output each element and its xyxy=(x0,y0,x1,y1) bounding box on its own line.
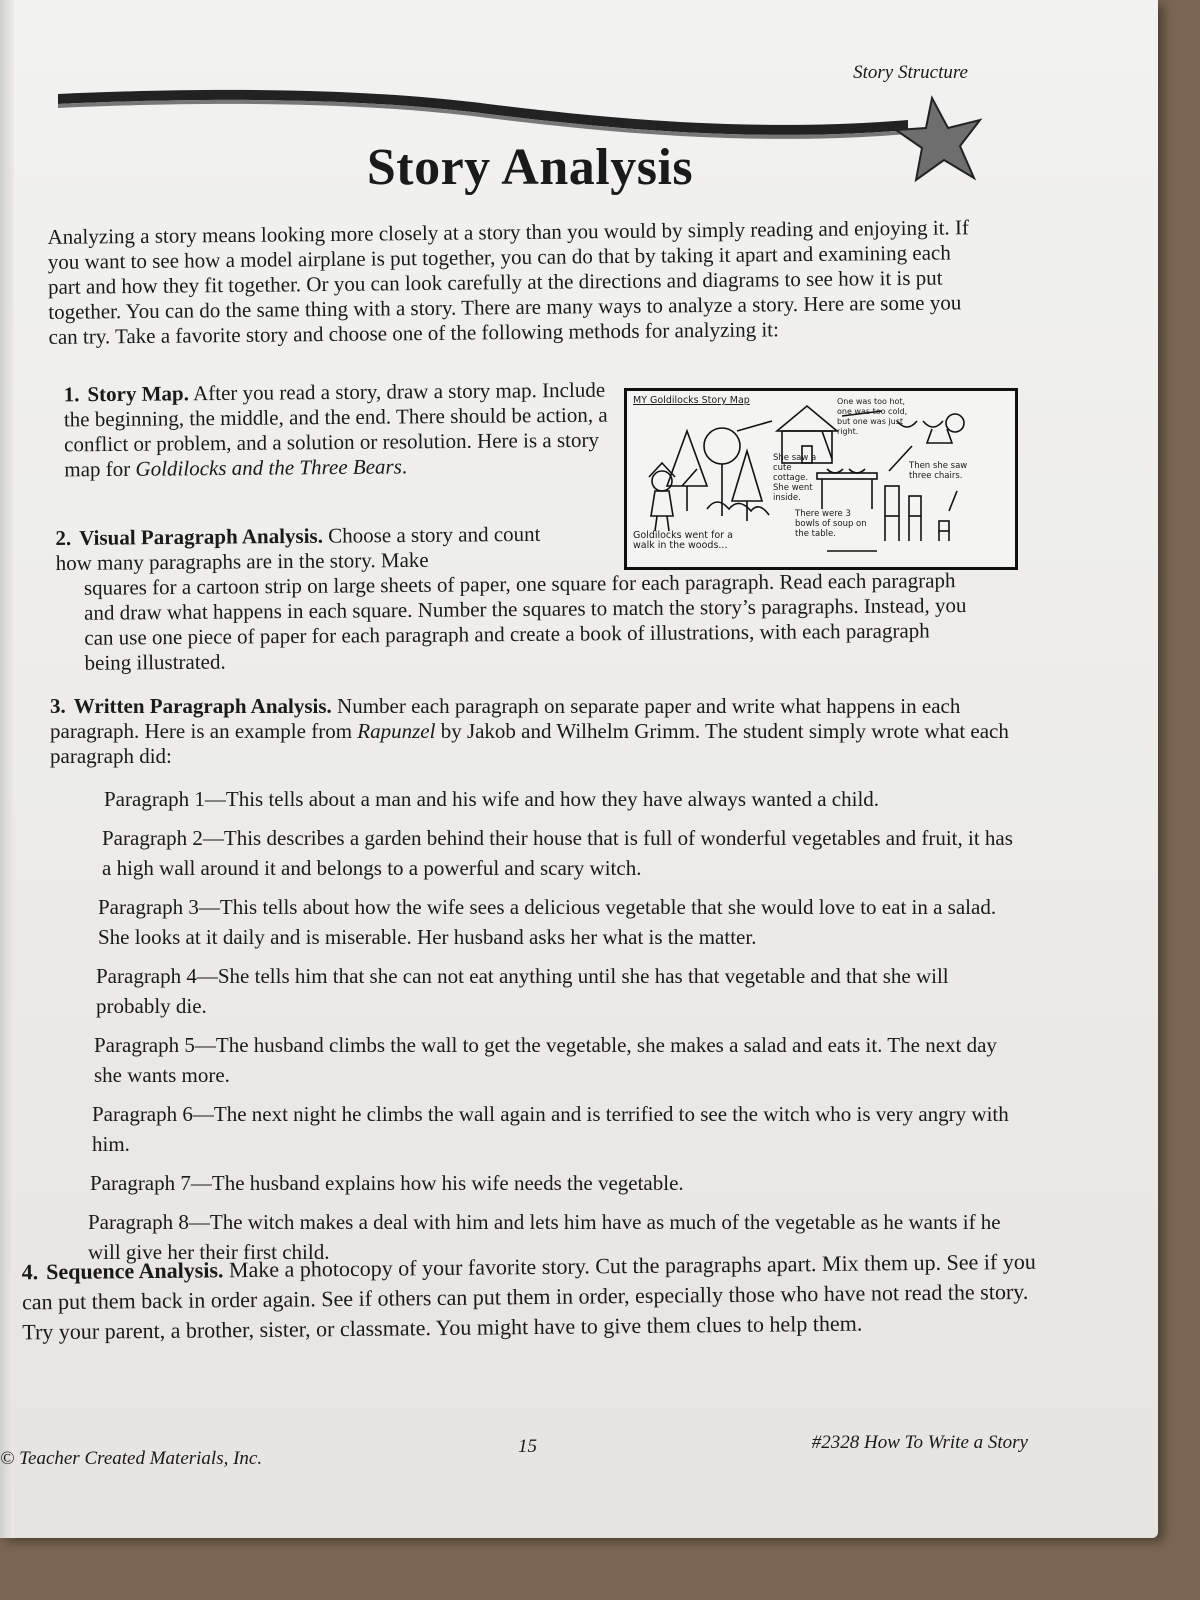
story-map-too-hot-label: One was too hot, one was too cold, but one was just right. xyxy=(837,397,908,436)
story-map-chairs-label: Then she saw three chairs. xyxy=(909,461,968,481)
paragraph-example: Paragraph 7—The husband explains how his wife needs the vegetable. xyxy=(90,1171,684,1195)
method-heading: Written Paragraph Analysis. xyxy=(73,694,332,718)
method-italic-title: Goldilocks and the Three Bears xyxy=(135,454,402,481)
intro-paragraph: Analyzing a story means looking more closely at a story than you would by simply reading and enjoying it. If you want to see how a model airplane is put together, you can do that by taking it apart and examining each part and how they fit together. Or you can look carefully at the directions and diagrams to see how it is put together. You can do the same thing with a story. There are many ways to analyze a story. Here are some you can try. Take a favorite story and choose one of the following methods for analyzing it: xyxy=(47,215,970,349)
method-text-a: Number each paragraph on separate paper and write what happens in each paragraph. Here is an example from xyxy=(50,694,961,743)
page-title: Story Analysis xyxy=(366,139,694,196)
method-lead-text: Choose a story and count how many paragraphs are in the story. Make xyxy=(55,521,541,576)
method-written-paragraph xyxy=(50,694,1035,769)
section-label: Story Structure xyxy=(853,62,968,83)
method-sequence-analysis xyxy=(22,1247,1053,1348)
method-number: 2. xyxy=(55,525,72,551)
method-heading: Sequence Analysis. xyxy=(46,1257,224,1285)
method-heading: Story Map. xyxy=(87,381,190,407)
method-text-b: by Jakob and Wilhelm Grimm. The student simply wrote what each paragraph did: xyxy=(50,719,1009,768)
footer-book-title: #2328 How To Write a Story xyxy=(811,1432,1028,1453)
paragraph-example: Paragraph 4—She tells him that she can not eat anything until she has that vegetable and that she will probably die. xyxy=(96,964,949,1018)
paragraph-example: Paragraph 1—This tells about a man and his wife and how they have always wanted a child. xyxy=(104,787,880,811)
story-map-cottage-label: She saw a cute cottage. She went inside. xyxy=(773,453,817,503)
method-story-map xyxy=(64,378,610,483)
method-italic-title: Rapunzel xyxy=(357,719,436,743)
paragraph-example: Paragraph 8—The witch makes a deal with him and lets him have as much of the vegetable as he wants if he will give her their first child. xyxy=(88,1210,1001,1264)
footer-page-number: 15 xyxy=(518,1436,537,1457)
method-number: 4. xyxy=(21,1259,39,1285)
method-lead xyxy=(55,522,560,576)
method-visual-paragraph xyxy=(55,518,981,676)
method-number: 3. xyxy=(50,694,66,718)
paragraph-example: Paragraph 5—The husband climbs the wall to get the vegetable, she makes a salad and eats it. The next day she wants more. xyxy=(94,1033,997,1087)
method-end: . xyxy=(401,454,408,479)
paragraph-example: Paragraph 3—This tells about how the wife sees a delicious vegetable that she would love to eat in a salad. She looks at it daily and is miserable. Her husband asks her what is the matter. xyxy=(98,895,997,949)
story-map-bowls-label: There were 3 bowls of soup on the table. xyxy=(795,509,867,539)
method-text: Make a photocopy of your favorite story. Cut the paragraphs apart. Mix them up. See if you can put them back in order again. See if others can put them in order, especially those who have not read the story. Try your parent, a brother, sister, or classmate. You might have to give them clues to help them. xyxy=(21,1248,1036,1345)
paragraph-example-list xyxy=(86,784,1026,1276)
method-text: squares for a cartoon strip on large sheets of paper, one square for each paragraph. Read each paragraph and draw what happens in each square. Number the squares to match the story’s paragraphs. Instead, you can use one piece of paper for each paragraph and create a book of illustrations, with each paragraph being illustrated. xyxy=(83,568,967,675)
paragraph-example: Paragraph 6—The next night he climbs the wall again and is terrified to see the witch who is very angry with him. xyxy=(92,1102,1009,1156)
story-map-title: MY Goldilocks Story Map xyxy=(633,395,750,406)
paragraph-example: Paragraph 2—This describes a garden behind their house that is full of wonderful vegetables and fruit, it has a high wall around it and belongs to a powerful and scary witch. xyxy=(102,826,1013,880)
method-number: 1. xyxy=(63,382,80,407)
method-heading: Visual Paragraph Analysis. xyxy=(79,523,323,550)
page-binding-edge xyxy=(0,0,14,1538)
method-text: After you read a story, draw a story map. Include the beginning, the middle, and the end. There should be action, a conflict or problem, and a solution or resolution. Here is a story map for xyxy=(63,377,608,482)
footer-copyright: © Teacher Created Materials, Inc. xyxy=(0,1448,263,1469)
story-map-start-label: Goldilocks went for a walk in the woods... xyxy=(633,530,733,551)
